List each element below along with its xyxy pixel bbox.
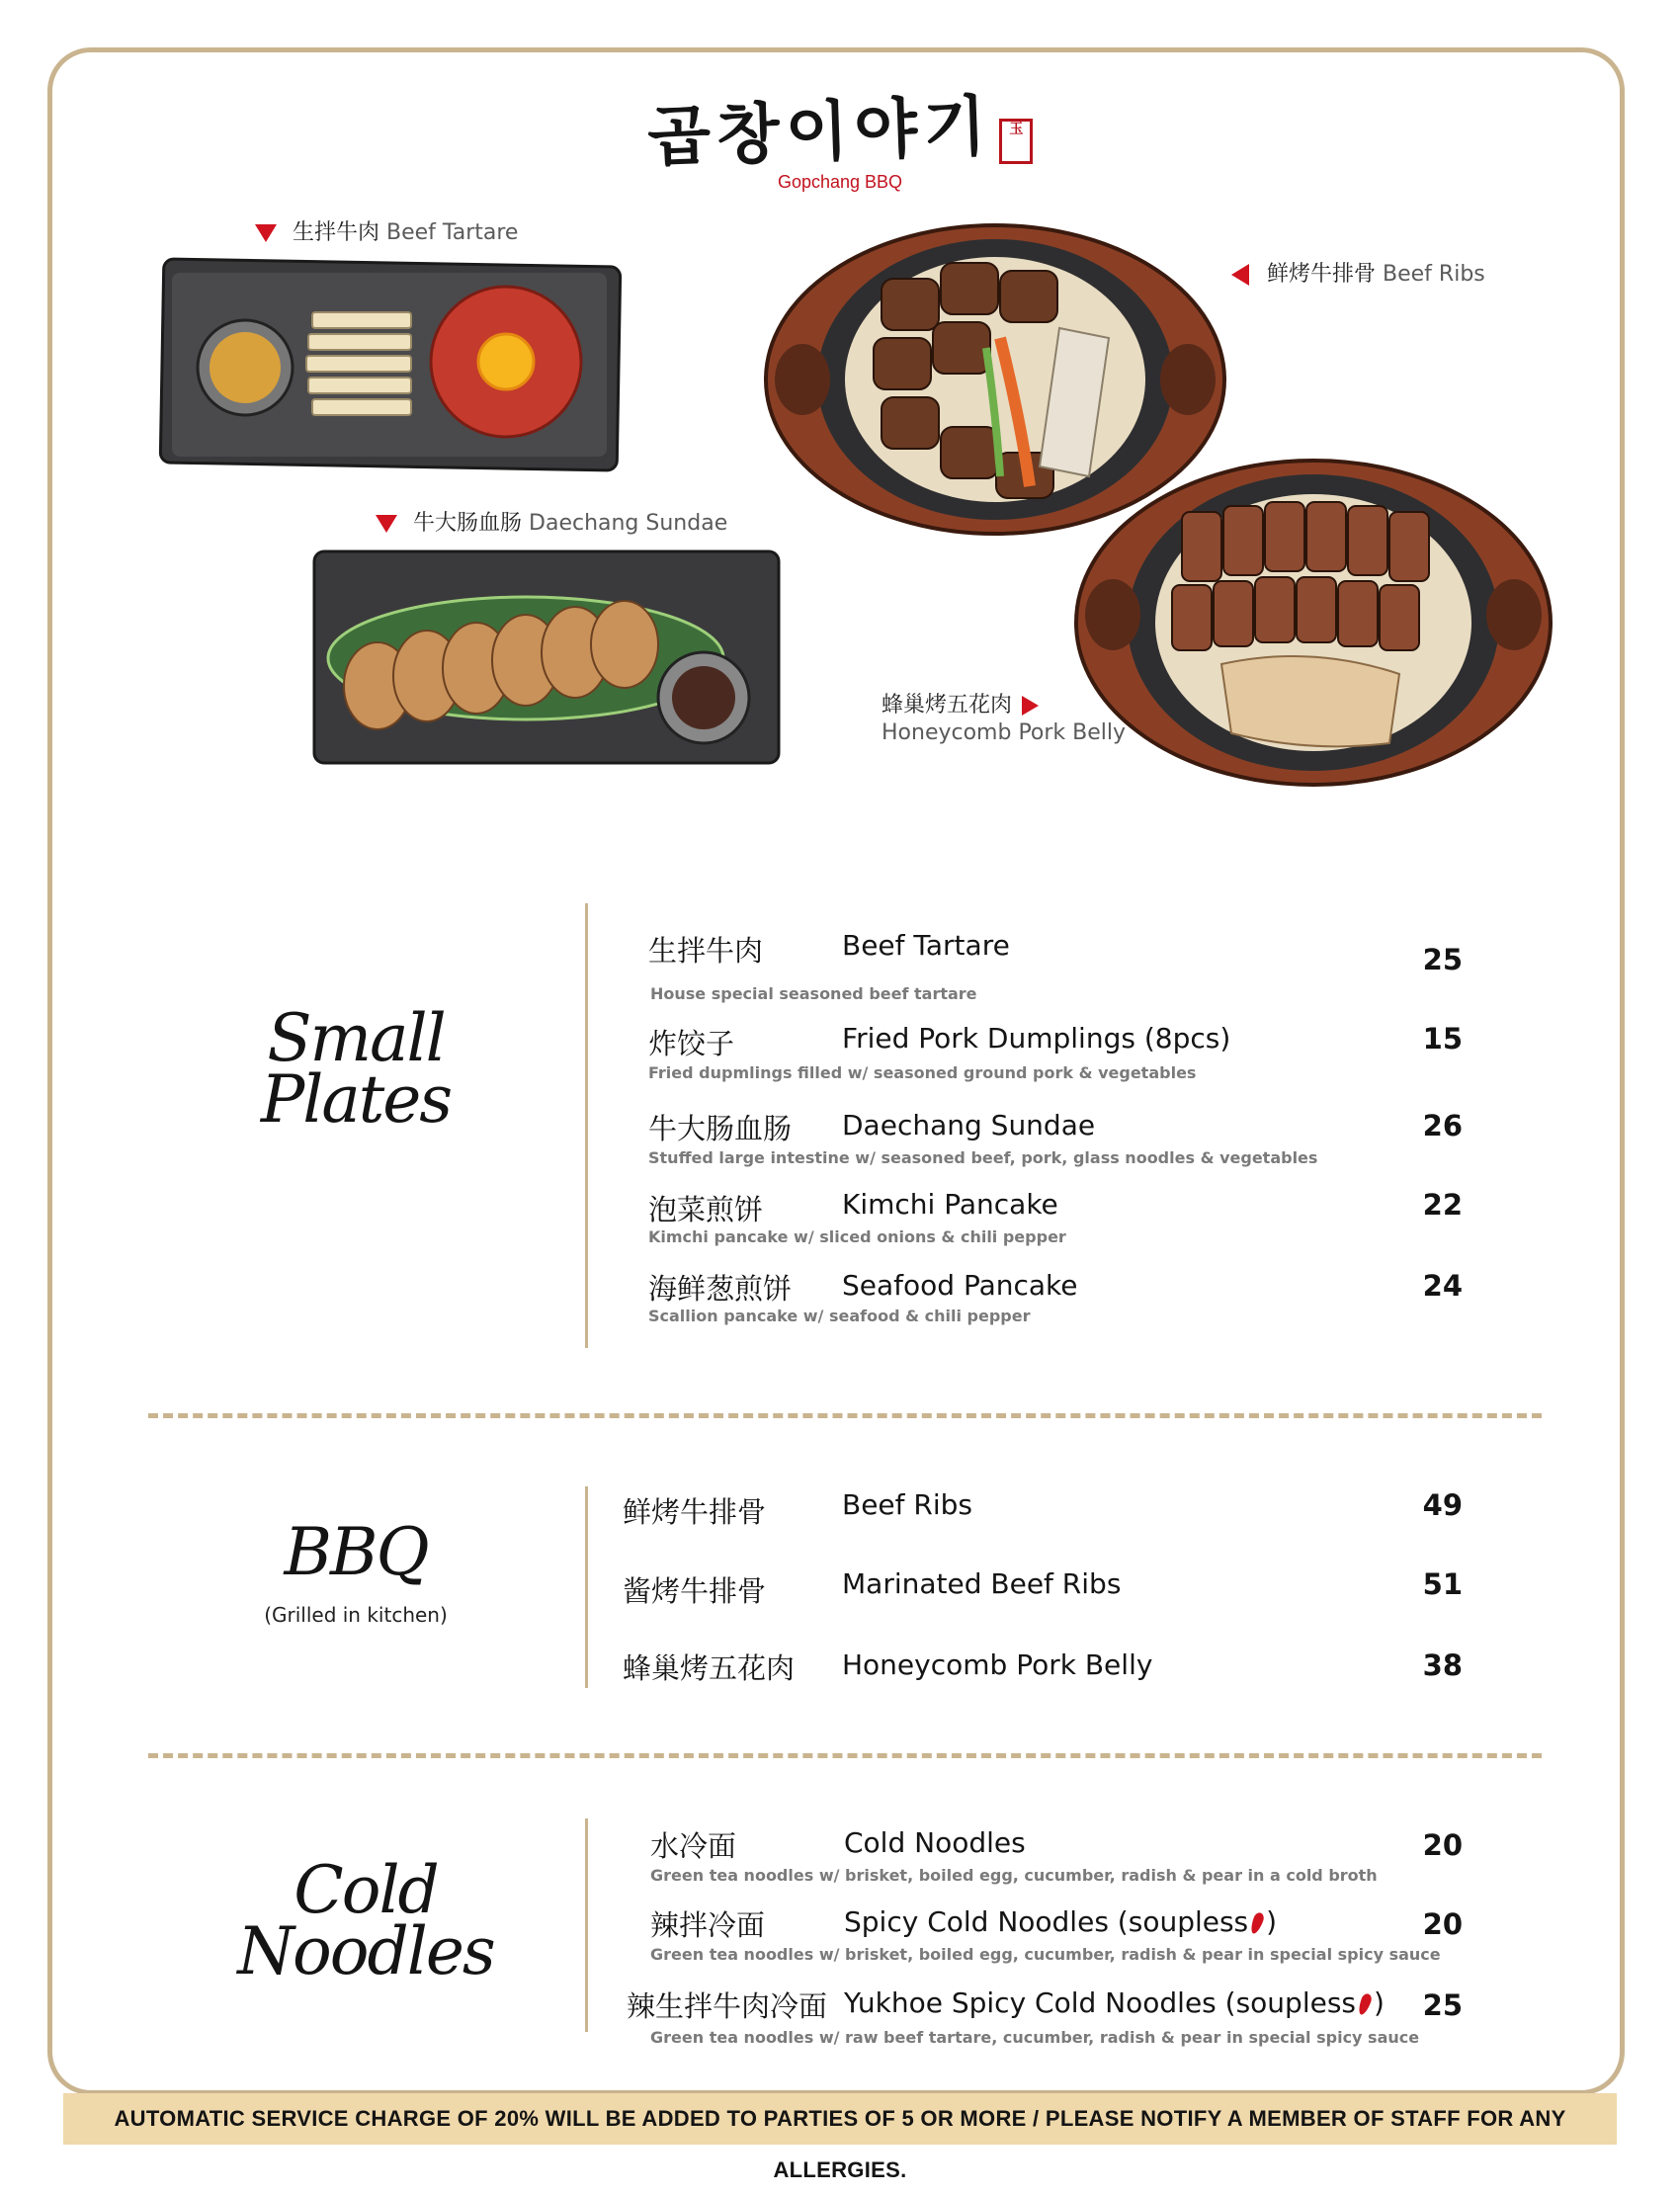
pork-belly-skillet-illustration	[1073, 457, 1554, 791]
illus-en: Beef Tartare	[386, 220, 519, 245]
item-zh-name: 生拌牛肉	[648, 934, 764, 968]
item-description: House special seasoned beef tartare	[650, 984, 977, 1003]
daechang-sundae-plate-illustration	[308, 546, 785, 771]
chili-pepper-icon	[1249, 1911, 1266, 1935]
item-en-name: Marinated Beef Ribs	[842, 1567, 1122, 1600]
item-en-name: Kimchi Pancake	[842, 1188, 1058, 1221]
section-vertical-rule	[585, 1486, 588, 1688]
illus-zh: 牛大肠血肠	[413, 511, 523, 536]
illus-label-beef-ribs	[1231, 257, 1485, 288]
illus-label-beef-tartare	[255, 215, 518, 246]
beef-tartare-plate-illustration	[158, 255, 625, 474]
illus-zh: 蜂巢烤五花肉	[882, 693, 1013, 718]
item-en-name: Fried Pork Dumplings (8pcs)	[842, 1022, 1231, 1055]
logo-korean-text: 곱창이야기	[645, 86, 993, 177]
chili-pepper-icon	[1357, 1992, 1374, 2016]
triangle-down-icon	[376, 515, 397, 533]
item-zh-name: 蜂巢烤五花肉	[623, 1651, 796, 1685]
section-vertical-rule	[585, 1818, 588, 2032]
item-zh-name: 辣生拌牛肉冷面	[627, 1989, 828, 2023]
section-divider	[148, 1753, 1542, 1758]
item-en-name	[844, 1905, 1277, 1938]
footer-notice: AUTOMATIC SERVICE CHARGE OF 20% WILL BE ADDED TO PARTIES OF 5 OR MORE / PLEASE NOTIFY A MEMBER OF STAFF FOR ANY ALLERGIES.	[63, 2093, 1617, 2145]
item-price: 15	[1422, 1022, 1463, 1056]
item-zh-name: 水冷面	[650, 1829, 737, 1863]
item-zh-name: 鲜烤牛排骨	[623, 1495, 767, 1529]
section-title-bbq: BBQ	[284, 1514, 428, 1590]
section-title-line: Cold	[294, 1852, 438, 1928]
item-zh-name: 酱烤牛排骨	[623, 1574, 767, 1608]
item-en-close: )	[1374, 1986, 1385, 2019]
item-price: 25	[1422, 943, 1463, 976]
logo-english-text: Gopchang BBQ	[777, 172, 903, 192]
item-en-name: Beef Tartare	[842, 929, 1010, 962]
section-title-line: Noodles	[237, 1913, 494, 1989]
illus-label-daechang-sundae	[376, 506, 727, 537]
item-zh-name: 牛大肠血肠	[648, 1112, 793, 1145]
item-description: Stuffed large intestine w/ seasoned beef, pork, glass noodles & vegetables	[648, 1148, 1318, 1167]
item-description: Green tea noodles w/ brisket, boiled egg, cucumber, radish & pear in special spicy sauce	[650, 1945, 1441, 1964]
triangle-left-icon	[1231, 264, 1249, 286]
item-zh-name: 炸饺子	[648, 1027, 735, 1060]
item-zh-name: 海鲜葱煎饼	[648, 1272, 793, 1306]
item-en-name: Honeycomb Pork Belly	[842, 1648, 1153, 1681]
item-en-name	[844, 1986, 1385, 2019]
section-title-line: Small	[267, 1000, 445, 1076]
item-price: 49	[1422, 1488, 1463, 1522]
item-en-close: )	[1266, 1905, 1278, 1938]
item-en-text: Spicy Cold Noodles (soupless	[844, 1905, 1249, 1938]
item-price: 22	[1422, 1188, 1463, 1222]
item-description: Fried dupmlings filled w/ seasoned ground pork & vegetables	[648, 1063, 1197, 1082]
illus-zh: 生拌牛肉	[293, 220, 380, 245]
illus-en: Honeycomb Pork Belly	[882, 720, 1127, 745]
item-description: Green tea noodles w/ raw beef tartare, cucumber, radish & pear in special spicy sauce	[650, 2028, 1420, 2047]
item-zh-name: 泡菜煎饼	[648, 1193, 764, 1226]
triangle-down-icon	[255, 224, 277, 242]
triangle-right-icon	[1022, 696, 1039, 716]
item-price: 51	[1422, 1567, 1463, 1601]
illus-en: Daechang Sundae	[529, 511, 728, 536]
item-en-name: Seafood Pancake	[842, 1269, 1078, 1302]
section-vertical-rule	[585, 903, 588, 1348]
item-en-text: Yukhoe Spicy Cold Noodles (soupless	[844, 1986, 1356, 2019]
item-description: Scallion pancake w/ seafood & chili pepper	[648, 1307, 1031, 1325]
item-en-name: Beef Ribs	[842, 1488, 973, 1521]
item-price: 20	[1422, 1828, 1463, 1862]
logo	[0, 79, 1680, 192]
item-price: 38	[1422, 1648, 1463, 1682]
section-title-small-plates	[217, 1000, 494, 1138]
logo-seal: 玉	[999, 119, 1033, 164]
illus-en: Beef Ribs	[1383, 262, 1485, 287]
illus-zh: 鲜烤牛排骨	[1267, 262, 1377, 287]
item-price: 25	[1422, 1988, 1463, 2022]
item-price: 20	[1422, 1907, 1463, 1941]
item-description: Kimchi pancake w/ sliced onions & chili pepper	[648, 1227, 1066, 1246]
item-zh-name: 辣拌冷面	[650, 1908, 766, 1942]
item-price: 24	[1422, 1269, 1463, 1303]
item-en-name: Cold Noodles	[844, 1826, 1026, 1859]
section-title-line: Plates	[260, 1061, 452, 1138]
item-description: Green tea noodles w/ brisket, boiled egg, cucumber, radish & pear in a cold broth	[650, 1866, 1378, 1885]
item-en-name: Daechang Sundae	[842, 1109, 1096, 1141]
section-subtitle-bbq: (Grilled in kitchen)	[264, 1603, 448, 1627]
section-divider	[148, 1413, 1542, 1418]
section-title-cold-noodles	[217, 1852, 514, 1989]
item-price: 26	[1422, 1109, 1463, 1142]
